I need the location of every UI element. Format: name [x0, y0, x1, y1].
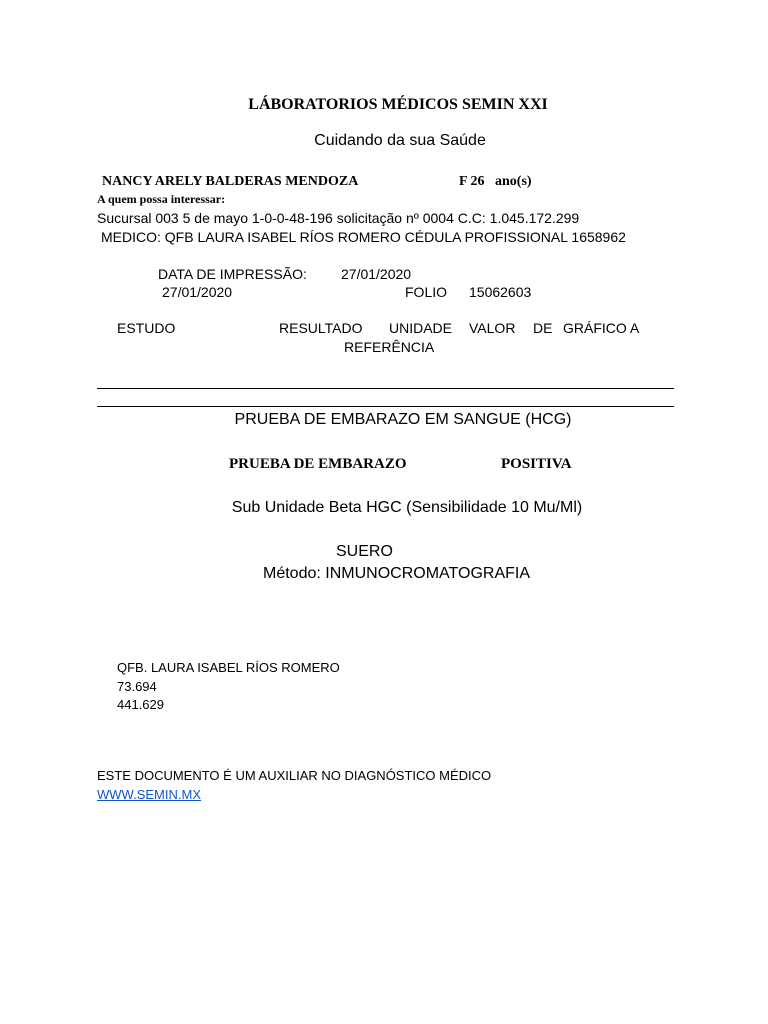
sample-type: SUERO: [336, 543, 393, 560]
secondary-date: 27/01/2020: [162, 284, 233, 300]
test-title: PRUEBA DE EMBARAZO EM SANGUE (HCG): [234, 411, 572, 428]
column-header-valor: VALOR: [469, 320, 516, 336]
column-header-unidade: UNIDADE: [389, 320, 453, 336]
column-header-estudo: ESTUDO: [117, 320, 176, 336]
separator-line: [97, 388, 674, 389]
folio-label: FOLIO: [405, 284, 448, 300]
column-header-grafico: GRÁFICO A: [563, 320, 640, 336]
lab-name-title: LÁBORATORIOS MÉDICOS SEMIN XXI: [248, 96, 548, 113]
lab-slogan: Cuidando da sua Saúde: [314, 132, 486, 149]
print-date-value: 27/01/2020: [341, 266, 412, 282]
patient-age-unit: ano(s): [495, 174, 532, 189]
patient-sex-age: F 26: [459, 174, 485, 189]
column-header-referencia: REFERÊNCIA: [344, 339, 435, 355]
signature-line-1: 73.694: [117, 679, 157, 694]
column-header-resultado: RESULTADO: [279, 320, 363, 336]
website-link[interactable]: WWW.SEMIN.MX: [97, 787, 201, 802]
column-header-de: DE: [533, 320, 553, 336]
patient-name: NANCY ARELY BALDERAS MENDOZA: [102, 174, 359, 189]
test-sub-unit: Sub Unidade Beta HGC (Sensibilidade 10 Mu/Ml): [231, 499, 583, 516]
greeting-line: A quem possa interessar:: [97, 192, 226, 206]
folio-value: 15062603: [469, 284, 532, 300]
print-date-label: DATA DE IMPRESSÃO:: [158, 266, 307, 282]
signature-line-2: 441.629: [117, 697, 164, 712]
test-name: PRUEBA DE EMBARAZO: [229, 456, 407, 472]
branch-line: Sucursal 003 5 de mayo 1-0-0-48-196 solicitação nº 0004 C.C: 1.045.172.299: [97, 210, 580, 226]
separator-line: [97, 406, 674, 407]
test-result: POSITIVA: [501, 456, 572, 472]
doctor-line: MEDICO: QFB LAURA ISABEL RÍOS ROMERO CÉDULA PROFISSIONAL 1658962: [101, 229, 626, 245]
signature-name: QFB. LAURA ISABEL RÍOS ROMERO: [117, 660, 340, 675]
disclaimer-text: ESTE DOCUMENTO É UM AUXILIAR NO DIAGNÓSTICO MÉDICO: [97, 768, 492, 783]
test-method: Método: INMUNOCROMATOGRAFIA: [263, 565, 530, 582]
